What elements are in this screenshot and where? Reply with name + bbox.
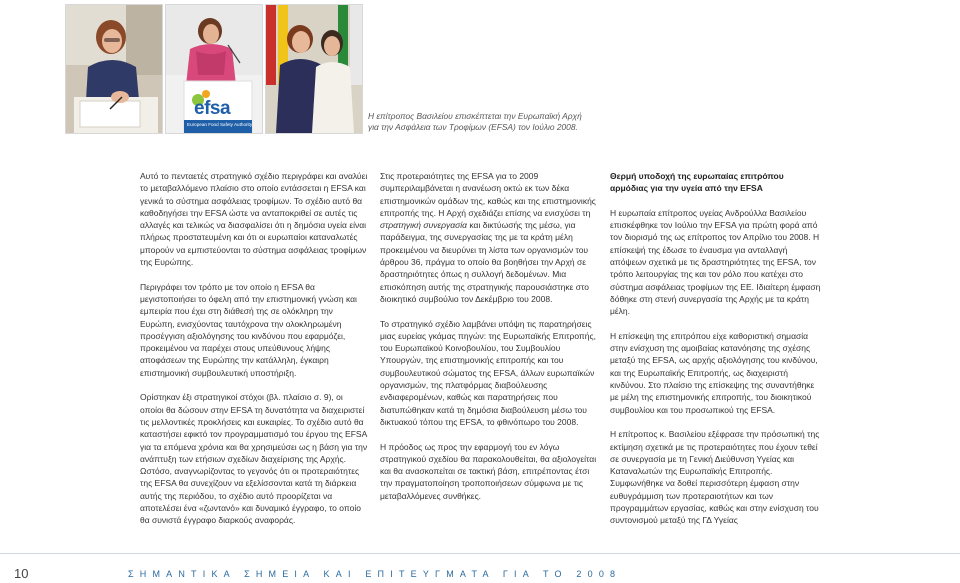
column2-paragraph-1-end: και δικτύωσής της μέσω, για παράδειγμα, της συνεργασίας της με τα κράτη μέλη προκειμένου να διευρύνει τη λίστα των οργανισμών του άρθρου 36, πράγμα το οποίο θα βοηθήσει την Αρχή σε δραστηριότητες όπως η συλλογή δεδομένων. Μια επισκόπηση αυτής της στρατηγικής παρουσιάστηκε στο διοικητικό συμβούλιο τον Δεκέμβριο του 2008. — [380, 220, 589, 304]
efsa-tagline: European Food Safety Authority — [187, 122, 253, 127]
text-column-2 — [380, 170, 598, 514]
page-number: 10 — [14, 566, 29, 581]
caption-line-2: για την Ασφάλεια των Τροφίμων (EFSA) τον Ιούλιο 2008. — [368, 122, 578, 132]
sidebar-heading-line-2: αρμόδιας για την υγεία από την EFSA — [610, 183, 763, 194]
photo-commissioner-with-official — [265, 4, 363, 134]
column2-emphasis: στρατηγική συνεργασία — [380, 220, 468, 231]
sidebar-heading — [610, 170, 825, 195]
photo-commissioner-at-podium — [165, 4, 263, 134]
text-column-1 — [140, 170, 368, 539]
column1-paragraph-2: Περιγράφει τον τρόπο με τον οποίο η EFSA θα μεγιστοποιήσει το όφελη από την επιστημονική γνώση και εμπειρία που έχει στη διάθεσή της σε ολόκληρη την Ευρώπη, ενισχύοντας ταυτόχρονα την ολοκληρωμένη προσέγγιση αξιολόγησης του κινδύνου που εφαρμόζει, προκειμένου να παρέχει στους υπεύθυνους λήψης αποφάσεων της Ευρώπης την κατάλληλη, έγκαιρη επιστημονική συμβουλευτική υποστήριξη. — [140, 281, 357, 378]
photo-commissioner-signing — [65, 4, 163, 134]
photo-commissioner-with-official-image — [266, 5, 362, 133]
column2-paragraph-1 — [380, 170, 598, 305]
column1-paragraph-3: Ορίστηκαν έξι στρατηγικοί στόχοι (βλ. πλαίσιο σ. 9), οι οποίοι θα δώσουν στην EFSA τη δυνατότητα να διαχειριστεί τις μελλοντικές προκλήσεις και ευκαιρίες. Το σχέδιο αυτό θα καταστήσει εφικτό τον προγραμματισμό του έργου της EFSA για τα επόμενα χρόνια και θα χρησιμεύσει ως η βάση για την ανάπτυξη των ετήσιων σχεδίων διαχείρισης της Αρχής. Ωστόσο, αναγνωρίζοντας το γεγονός ότι οι προτεραιότητες της EFSA θα συνεχίζουν να εξελίσσονται κατά τη διάρκεια αυτής της περιόδου, το σχέδιο αυτό προορίζεται να αποτελέσει ένα «ζωντανό» και δυναμικό έγγραφο, το οποίο θα συνιστά έγγραφο διαρκούς αναφοράς. — [140, 392, 368, 526]
column1-paragraph-1: Αυτό το πενταετές στρατηγικό σχέδιο περιγράφει και αναλύει το μεταβαλλόμενο πλαίσιο στο οποίο εντάσσεται η EFSA και γενικά το σύστημα ασφάλειας τροφίμων. Το σχέδιο αυτό θα καθοδηγήσει την EFSA ώστε να ανταποκριθεί σε αυτές τις αλλαγές και τελικώς να διασφαλίσει ότι η δημόσια υγεία είναι πλήρως προστατευμένη και ότι οι ευρωπαίοι καταναλωτές μπορούν να εμπιστεύονται το σύστημα ασφάλειας τροφίμων της Ευρώπης. — [140, 171, 368, 268]
running-title: ΣΗΜΑΝΤΙΚΑ ΣΗΜΕΙΑ ΚΑΙ ΕΠΙΤΕΥΓΜΑΤΑ ΓΙΑ ΤΟ 2008 — [128, 569, 622, 579]
column2-paragraph-2: Το στρατηγικό σχέδιο λαμβάνει υπόψη τις παρατηρήσεις μιας ευρείας γκάμας πηγών: της Ευρωπαϊκής Επιτροπής, του Ευρωπαϊκού Κοινοβουλίου, του Συμβουλίου Υπουργών, της επιστημονικής επιτροπής και του συμβουλευτικού σώματος της EFSA, άλλων ευρωπαϊκών οργανισμών, της πλατφόρμας διαβούλευσης ενδιαφερομένων, καθώς και παρατηρήσεις που διατυπώθηκαν κατά τη δημόσια διαβούλευση μέσω του δικτυακού τόπου της EFSA, το φθινόπωρο του 2008. — [380, 318, 596, 427]
sidebar-heading-line-1: Θερμή υποδοχή της ευρωπαίας επιτρόπου — [610, 171, 784, 181]
photo-caption — [368, 111, 668, 133]
column3-paragraph-3: Η επίτροπος κ. Βασιλείου εξέφρασε την πρόσωπική της εκτίμηση σχετικά με τις προτεραιότητες που έχουν τεθεί σε συνεργασία με τη Γενική Διεύθυνση Υγείας και Καταναλωτών της Ευρωπαϊκής Επιτροπής. Συμφωνήθηκε να δοθεί περισσότερη έμφαση στην ευθυγράμμιση των προτεραιοτήτων και των προγραμμάτων εργασίας, καθώς και στην ενίσχυση του συντονισμού μεταξύ της ΓΔ Υγείας — [610, 429, 820, 526]
caption-line-1: Η επίτροπος Βασιλείου επισκέπτεται την Ευρωπαϊκή Αρχή — [368, 111, 582, 121]
column2-paragraph-3: Η πρόοδος ως προς την εφαρμογή του εν λόγω στρατηγικού σχεδίου θα παρακολουθείται, θα αξιολογείται και θα ανασκοπείται σε τακτική βάση, επιτρέποντας έτσι την πραγματοποίηση τροποποιήσεων σύμφωνα με τις μεταβαλλόμενες συνθήκες. — [380, 441, 597, 501]
column3-paragraph-2: Η επίσκεψη της επιτρόπου είχε καθοριστική σημασία στην ενίσχυση της αμοιβαίας κατανόησης της σχέσης μεταξύ της EFSA, ως αρχής αξιολόγησης του κινδύνου, και της Ευρωπαϊκής Επιτροπής, ως διαχειριστή κινδύνου. Στο πλαίσιο της επίσκεψης της συναντήθηκε με μέλη της επιστημονικής επιτροπής, του διοικητικού συμβουλίου και του προσωπικού της EFSA. — [610, 330, 818, 415]
photo-commissioner-signing-image — [66, 5, 162, 133]
column2-paragraph-1-start: Στις προτεραιότητες της EFSA για το 2009 συμπεριλαμβάνεται η ανανέωση οκτώ εκ των δέκα επιστημονικών ομάδων της, καθώς και της επιστημονικής επιτροπής της. Η Αρχή σχεδιάζει επίσης να ενισχύσει τη — [380, 171, 596, 218]
footer-divider — [0, 553, 960, 554]
text-column-3 — [610, 170, 825, 539]
column3-paragraph-1: Η ευρωπαία επίτροπος υγείας Ανδρούλλα Βασιλείου επισκέφθηκε τον Ιούλιο την EFSA για πρώτη φορά από τον διορισμό της ως επίτροπος τον Απρίλιο του 2008. Η επίσκεψή της έδωσε το έναυσμα για ανταλλαγή απόψεων σχετικά με τις δραστηριότητες της EFSA, τον τρόπο λειτουργίας της και τον ρόλο που κατέχει στο σύστημα ασφάλειας τροφίμων της ΕΕ. Ιδιαίτερη έμφαση δόθηκε στη στενή συνεργασία της Αρχής με τα κράτη μέλη. — [610, 207, 821, 317]
efsa-logo-text: efsa — [194, 98, 231, 119]
